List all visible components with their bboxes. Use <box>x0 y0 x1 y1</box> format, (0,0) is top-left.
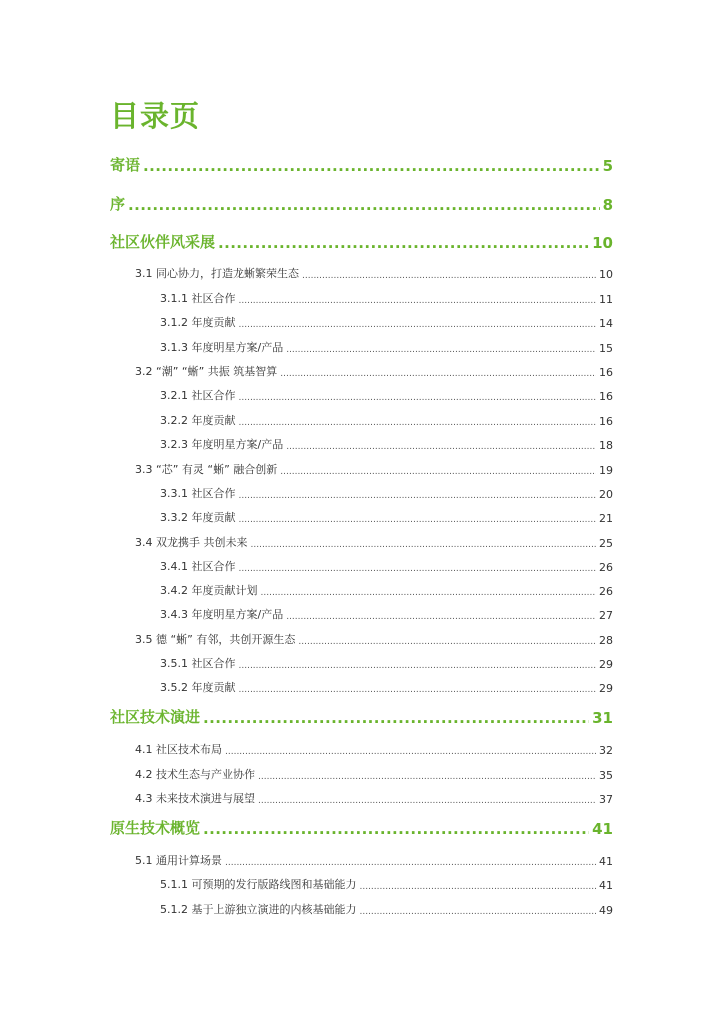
toc-dot-leader <box>251 540 597 550</box>
toc-entry[interactable] <box>160 679 613 695</box>
toc-dot-leader <box>258 772 596 782</box>
toc-dot-leader <box>239 393 597 403</box>
toc-entry-page: 28 <box>599 634 613 647</box>
toc-dot-leader <box>239 320 597 330</box>
toc-entry-page: 31 <box>592 709 613 727</box>
toc-entry[interactable] <box>110 705 613 727</box>
toc-entry[interactable] <box>135 265 613 281</box>
toc-dot-leader <box>359 882 596 892</box>
toc-entry-page: 19 <box>599 464 613 477</box>
toc-entry-label: 3.2 “潮” “蜥” 共振 筑基智算 <box>135 365 278 378</box>
toc-entry[interactable] <box>110 153 613 175</box>
toc-dot-leader <box>203 820 589 838</box>
toc-dot-leader <box>359 907 596 917</box>
toc-dot-leader <box>286 612 596 622</box>
toc-dot-leader <box>218 234 589 252</box>
toc-entry[interactable] <box>135 363 613 379</box>
toc-entry-page: 26 <box>599 561 613 574</box>
toc-entry-page: 20 <box>599 488 613 501</box>
toc-entry[interactable] <box>135 631 613 647</box>
toc-entry[interactable] <box>135 852 613 868</box>
toc-entry[interactable] <box>110 230 613 252</box>
toc-entry-label: 3.3.2 年度贡献 <box>160 511 236 524</box>
toc-dot-leader <box>128 196 600 214</box>
toc-entry[interactable] <box>160 314 613 330</box>
toc-entry[interactable] <box>160 606 613 622</box>
toc-entry-label: 3.1.1 社区合作 <box>160 292 236 305</box>
toc-entry-label: 3.5 德 “蜥” 有邻，共创开源生态 <box>135 633 296 646</box>
toc-entry-label: 3.5.2 年度贡献 <box>160 681 236 694</box>
toc-dot-leader <box>280 467 596 477</box>
toc-entry-label: 4.3 未来技术演进与展望 <box>135 792 255 805</box>
toc-dot-leader <box>261 588 597 598</box>
toc-entry-page: 16 <box>599 366 613 379</box>
toc-entry-label: 3.1.2 年度贡献 <box>160 316 236 329</box>
toc-entry-label: 5.1 通用计算场景 <box>135 854 222 867</box>
toc-entry[interactable] <box>160 436 613 452</box>
toc-dot-leader <box>286 442 596 452</box>
toc-entry-label: 3.4.1 社区合作 <box>160 560 236 573</box>
toc-dot-leader <box>239 661 597 671</box>
toc-entry[interactable] <box>160 901 613 917</box>
toc-entry-label: 3.2.3 年度明星方案/产品 <box>160 438 284 451</box>
toc-dot-leader <box>280 369 596 379</box>
toc-entry-page: 16 <box>599 415 613 428</box>
toc-dot-leader <box>203 709 589 727</box>
toc-entry[interactable] <box>135 741 613 757</box>
toc-entry-label: 社区伙伴风采展 <box>110 233 216 251</box>
toc-dot-leader <box>302 271 596 281</box>
toc-entry-label: 5.1.2 基于上游独立演进的内核基础能力 <box>160 903 357 916</box>
toc-entry-page: 41 <box>592 820 613 838</box>
toc-entry-page: 8 <box>602 196 613 214</box>
toc-dot-leader <box>239 564 597 574</box>
toc-dot-leader <box>239 685 597 695</box>
toc-entry-page: 26 <box>599 585 613 598</box>
toc-entry-label: 3.4.2 年度贡献计划 <box>160 584 258 597</box>
toc-entry-page: 29 <box>599 682 613 695</box>
toc-entry-label: 3.2.2 年度贡献 <box>160 414 236 427</box>
toc-entry[interactable] <box>160 582 613 598</box>
toc-dot-leader <box>298 637 596 647</box>
toc-dot-leader <box>225 858 596 868</box>
toc-dot-leader <box>239 296 597 306</box>
toc-entry[interactable] <box>135 534 613 550</box>
toc-dot-leader <box>258 796 596 806</box>
toc-entry[interactable] <box>160 485 613 501</box>
toc-entry-page: 29 <box>599 658 613 671</box>
toc-entry-label: 寄语 <box>110 156 141 174</box>
toc-entry-label: 3.5.1 社区合作 <box>160 657 236 670</box>
toc-entry-page: 41 <box>599 879 613 892</box>
toc-entry[interactable] <box>160 290 613 306</box>
toc-dot-leader <box>143 157 600 175</box>
toc-entry-page: 32 <box>599 744 613 757</box>
toc-entry[interactable] <box>135 461 613 477</box>
page-title: 目录页 <box>110 99 201 133</box>
toc-entry-label: 4.1 社区技术布局 <box>135 743 222 756</box>
toc-entry-page: 18 <box>599 439 613 452</box>
toc-dot-leader <box>239 515 597 525</box>
toc-entry-label: 3.4 双龙携手 共创未来 <box>135 536 248 549</box>
toc-entry-page: 5 <box>602 157 613 175</box>
toc-entry-label: 原生技术概览 <box>110 819 201 837</box>
toc-entry-page: 25 <box>599 537 613 550</box>
toc-entry[interactable] <box>135 790 613 806</box>
toc-entry[interactable] <box>160 387 613 403</box>
toc-dot-leader <box>286 345 596 355</box>
toc-entry[interactable] <box>160 558 613 574</box>
toc-entry-label: 3.2.1 社区合作 <box>160 389 236 402</box>
toc-entry-page: 10 <box>592 234 613 252</box>
toc-entry-page: 11 <box>599 293 613 306</box>
toc-dot-leader <box>239 418 597 428</box>
toc-entry[interactable] <box>160 876 613 892</box>
toc-entry-label: 3.3.1 社区合作 <box>160 487 236 500</box>
toc-entry-label: 序 <box>110 195 126 213</box>
toc-entry-label: 3.1 同心协力，打造龙蜥繁荣生态 <box>135 267 299 280</box>
toc-entry-page: 14 <box>599 317 613 330</box>
toc-entry-label: 3.1.3 年度明星方案/产品 <box>160 341 284 354</box>
toc-entry-label: 4.2 技术生态与产业协作 <box>135 768 255 781</box>
toc-dot-leader <box>239 491 597 501</box>
toc-entry-label: 社区技术演进 <box>110 708 201 726</box>
toc-entry-page: 21 <box>599 512 613 525</box>
toc-entry-page: 41 <box>599 855 613 868</box>
toc-entry-page: 35 <box>599 769 613 782</box>
toc-entry-label: 3.3 “芯” 有灵 “蜥” 融合创新 <box>135 463 278 476</box>
toc-entry-page: 49 <box>599 904 613 917</box>
toc-entry-label: 5.1.1 可预期的发行版路线图和基础能力 <box>160 878 357 891</box>
toc-entry[interactable] <box>110 192 613 214</box>
toc-entry-page: 10 <box>599 268 613 281</box>
toc-entry[interactable] <box>160 509 613 525</box>
toc-entry[interactable] <box>160 412 613 428</box>
toc-entry-page: 27 <box>599 609 613 622</box>
toc-entry[interactable] <box>110 816 613 838</box>
toc-entry[interactable] <box>160 339 613 355</box>
toc-dot-leader <box>225 747 596 757</box>
toc-entry[interactable] <box>135 766 613 782</box>
toc-entry-page: 15 <box>599 342 613 355</box>
toc-entry-label: 3.4.3 年度明星方案/产品 <box>160 608 284 621</box>
toc-entry[interactable] <box>160 655 613 671</box>
toc-entry-page: 16 <box>599 390 613 403</box>
toc-entry-page: 37 <box>599 793 613 806</box>
